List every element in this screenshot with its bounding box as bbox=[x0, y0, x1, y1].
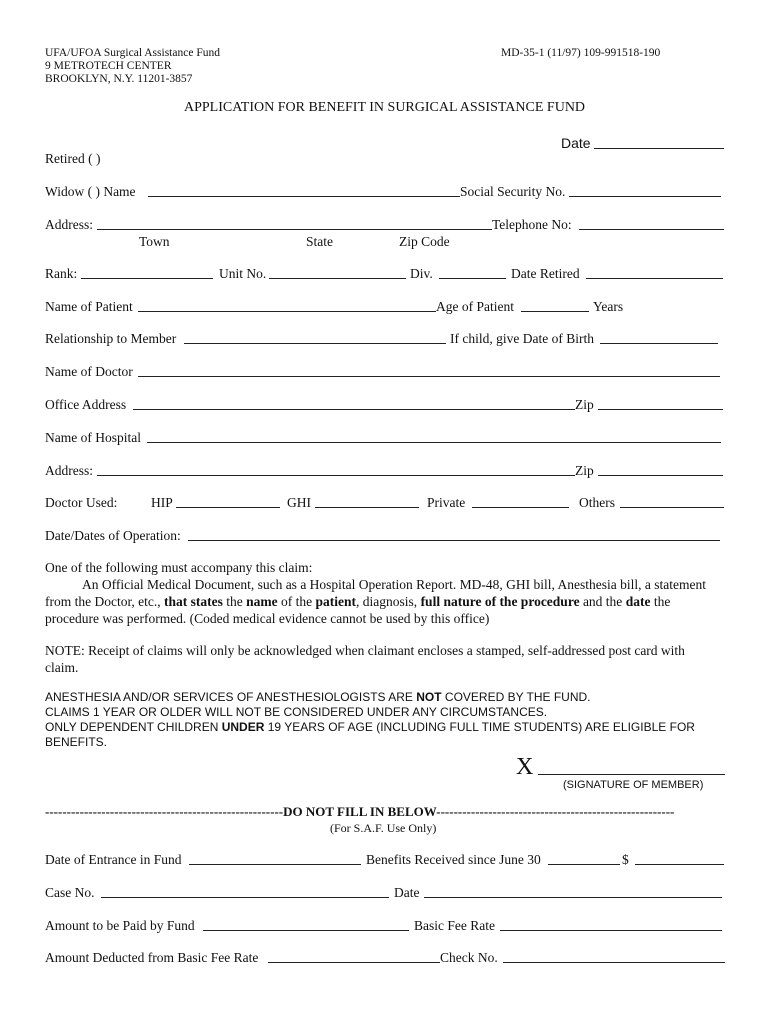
basic-fee-rate-label: Basic Fee Rate bbox=[414, 918, 495, 933]
telephone-field[interactable] bbox=[579, 229, 724, 230]
hospital-name-label: Name of Hospital bbox=[45, 430, 141, 445]
benefits-amount-field[interactable] bbox=[635, 864, 724, 865]
amount-deducted-label: Amount Deducted from Basic Fee Rate bbox=[45, 950, 259, 965]
hospital-name-field[interactable] bbox=[147, 442, 721, 443]
hip-field[interactable] bbox=[176, 507, 280, 508]
notice-anesthesia: ANESTHESIA AND/OR SERVICES OF ANESTHESIOLOGISTS ARE NOT COVERED BY THE FUND. bbox=[45, 690, 591, 704]
div-field[interactable] bbox=[439, 278, 506, 279]
widow-name-label: Widow ( ) Name bbox=[45, 184, 136, 199]
notice-benefits: BENEFITS. bbox=[45, 735, 108, 749]
signature-x-mark: X bbox=[516, 754, 534, 780]
date-field[interactable] bbox=[594, 148, 724, 149]
patient-age-field[interactable] bbox=[521, 311, 589, 312]
case-no-label: Case No. bbox=[45, 885, 95, 900]
years-label: Years bbox=[593, 299, 624, 314]
doctor-name-label: Name of Doctor bbox=[45, 364, 133, 379]
zip-code-label: Zip Code bbox=[399, 234, 450, 249]
retired-checkbox[interactable]: Retired ( ) bbox=[45, 151, 101, 166]
doctor-name-field[interactable] bbox=[138, 376, 720, 377]
address-label: Address: bbox=[45, 217, 93, 232]
instructions-paragraph: An Official Medical Document, such as a Hospital Operation Report. MD-48, GHI bill, Anesthesia bill, a statement from the Doctor, etc., that states the name of the patient, diagnosis, full nature of the procedure and the date the procedure was performed. (Coded medical evidence cannot be used by this office) bbox=[45, 577, 706, 626]
div-label: Div. bbox=[410, 266, 433, 281]
entrance-date-label: Date of Entrance in Fund bbox=[45, 852, 182, 867]
org-name: UFA/UFOA Surgical Assistance Fund bbox=[45, 47, 220, 59]
others-label: Others bbox=[579, 495, 615, 510]
doctor-used-label: Doctor Used: bbox=[45, 495, 118, 510]
name-field[interactable] bbox=[148, 196, 460, 197]
office-address-field[interactable] bbox=[133, 409, 575, 410]
state-label: State bbox=[306, 234, 333, 249]
office-address-label: Office Address bbox=[45, 397, 127, 412]
child-dob-field[interactable] bbox=[600, 343, 718, 344]
ssn-label: Social Security No. bbox=[460, 184, 566, 199]
org-street: 9 METROTECH CENTER bbox=[45, 60, 172, 72]
basic-fee-rate-field[interactable] bbox=[500, 930, 722, 931]
relationship-label: Relationship to Member bbox=[45, 331, 177, 346]
form-title: APPLICATION FOR BENEFIT IN SURGICAL ASSISTANCE FUND bbox=[184, 100, 586, 115]
amount-paid-field[interactable] bbox=[203, 930, 409, 931]
hospital-address-label: Address: bbox=[45, 463, 93, 478]
rank-field[interactable] bbox=[81, 278, 213, 279]
note-paragraph: NOTE: Receipt of claims will only be acknowledged when claimant encloses a stamped, self-addressed post card with claim. bbox=[45, 643, 685, 675]
hospital-address-field[interactable] bbox=[97, 475, 575, 476]
office-use-divider: -------------------------------------------------------DO NOT FILL IN BELOW------------------------------------------------------- bbox=[45, 804, 675, 819]
office-use-subtitle: (For S.A.F. Use Only) bbox=[330, 821, 437, 835]
office-date-field[interactable] bbox=[424, 897, 722, 898]
rank-label: Rank: bbox=[45, 266, 78, 281]
office-zip-field[interactable] bbox=[598, 409, 723, 410]
date-label: Date bbox=[561, 135, 591, 151]
address-field[interactable] bbox=[97, 229, 492, 230]
signature-field[interactable] bbox=[538, 774, 725, 775]
town-label: Town bbox=[139, 234, 170, 249]
benefits-received-label: Benefits Received since June 30 bbox=[366, 852, 541, 867]
date-retired-label: Date Retired bbox=[511, 266, 580, 281]
check-no-field[interactable] bbox=[503, 962, 725, 963]
patient-name-label: Name of Patient bbox=[45, 299, 133, 314]
others-field[interactable] bbox=[620, 507, 724, 508]
ssn-field[interactable] bbox=[569, 196, 721, 197]
case-no-field[interactable] bbox=[101, 897, 389, 898]
telephone-label: Telephone No: bbox=[492, 217, 572, 232]
unit-no-label: Unit No. bbox=[219, 266, 267, 281]
hip-label: HIP bbox=[151, 495, 173, 510]
ghi-label: GHI bbox=[287, 495, 311, 510]
relationship-field[interactable] bbox=[184, 343, 446, 344]
hospital-zip-field[interactable] bbox=[598, 475, 723, 476]
form-code: MD-35-1 (11/97) 109-991518-190 bbox=[501, 47, 661, 59]
amount-paid-label: Amount to be Paid by Fund bbox=[45, 918, 195, 933]
entrance-date-field[interactable] bbox=[189, 864, 361, 865]
patient-age-label: Age of Patient bbox=[436, 299, 514, 314]
child-dob-label: If child, give Date of Birth bbox=[450, 331, 594, 346]
private-label: Private bbox=[427, 495, 466, 510]
dollar-sign: $ bbox=[622, 852, 629, 867]
operation-dates-field[interactable] bbox=[188, 540, 720, 541]
benefits-received-field[interactable] bbox=[548, 864, 620, 865]
check-no-label: Check No. bbox=[440, 950, 498, 965]
office-date-label: Date bbox=[394, 885, 420, 900]
patient-name-field[interactable] bbox=[138, 311, 436, 312]
office-zip-label: Zip bbox=[575, 397, 594, 412]
org-city: BROOKLYN, N.Y. 11201-3857 bbox=[45, 73, 193, 85]
hospital-zip-label: Zip bbox=[575, 463, 594, 478]
notice-dependents: ONLY DEPENDENT CHILDREN UNDER 19 YEARS OF AGE (INCLUDING FULL TIME STUDENTS) ARE ELIGIBLE FOR bbox=[45, 720, 695, 734]
signature-label: (SIGNATURE OF MEMBER) bbox=[563, 779, 704, 791]
private-field[interactable] bbox=[472, 507, 569, 508]
operation-dates-label: Date/Dates of Operation: bbox=[45, 528, 181, 543]
notice-claims-age: CLAIMS 1 YEAR OR OLDER WILL NOT BE CONSIDERED UNDER ANY CIRCUMSTANCES. bbox=[45, 705, 548, 719]
unit-no-field[interactable] bbox=[269, 278, 406, 279]
ghi-field[interactable] bbox=[315, 507, 419, 508]
date-retired-field[interactable] bbox=[586, 278, 723, 279]
amount-deducted-field[interactable] bbox=[268, 962, 440, 963]
instructions-intro: One of the following must accompany this claim: bbox=[45, 560, 313, 575]
